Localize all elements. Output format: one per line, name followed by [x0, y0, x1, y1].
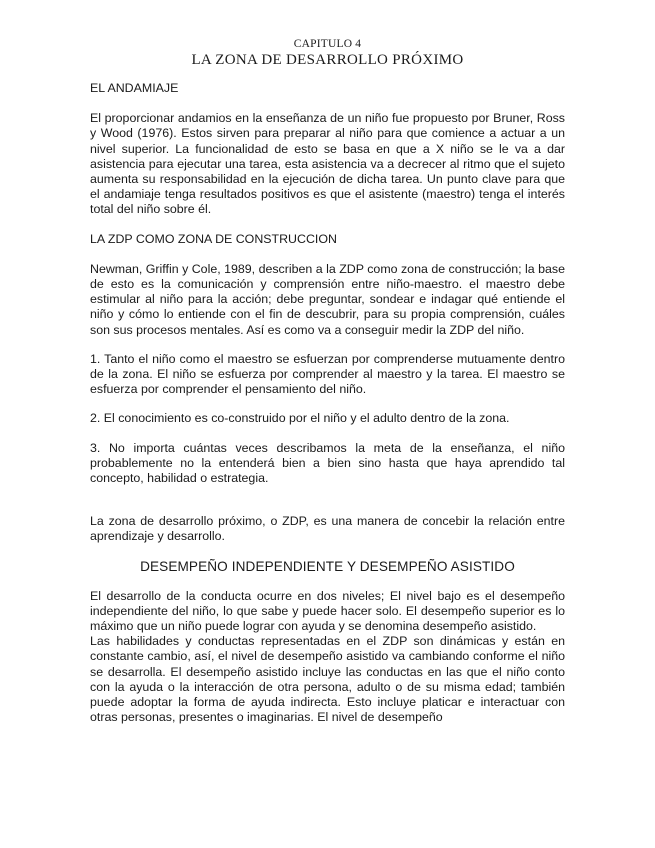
paragraph-zdp-construccion: Newman, Griffin y Cole, 1989, describen a la ZDP como zona de construcción; la base de esto es la comunicación y comprensión entre niño-maestro. el maestro debe estimular al niño para la acción; debe preguntar, sondear e indagar qué entiende el niño y cómo lo entiende con el fin de descubrir, para su propia comprensión, cuáles son sus procesos mentales. Así es como va a conseguir medir la ZDP del niño.: [90, 261, 565, 337]
chapter-label: CAPITULO 4: [293, 38, 362, 50]
point-3: 3. No importa cuántas veces describamos la meta de la enseñanza, el niño probablemente no la entenderá bien a bien sino hasta que haya aprendido tal concepto, habilidad o estrategia.: [90, 440, 565, 486]
section-heading-zdp-construccion: LA ZDP COMO ZONA DE CONSTRUCCION: [90, 231, 337, 246]
paragraph-zdp-definition: La zona de desarrollo próximo, o ZDP, es una manera de concebir la relación entre aprendizaje y desarrollo.: [90, 514, 565, 544]
section-heading-desempeno: DESEMPEÑO INDEPENDIENTE Y DESEMPEÑO ASISTIDO: [140, 558, 515, 574]
paragraph-desempeno-2: Las habilidades y conductas representadas en el ZDP son dinámicas y están en constante cambio, así, el nivel de desempeño asistido va cambiando conforme el niño se desarrolla. El desempeño asistido incluye las conductas en las que el niño conto con la ayuda o la interacción de otra persona, adulto o de su misma edad; también puede adoptar la forma de ayuda indirecta. Esto incluye platicar e interactuar con otras personas, presentes o imaginarias. El nivel de desempeño: [90, 634, 565, 725]
point-2: 2. El conocimiento es co-construido por el niño y el adulto dentro de la zona.: [90, 411, 510, 426]
paragraph-desempeno-1: El desarrollo de la conducta ocurre en dos niveles; El nivel bajo es el desempeño independiente del niño, lo que sabe y puede hacer solo. El desempeño superior es lo máximo que un niño puede lograr con ayuda y se denomina desempeño asistido.: [90, 588, 565, 634]
paragraph-andamiaje: El proporcionar andamios en la enseñanza de un niño fue propuesto por Bruner, Ross y Wood (1976). Estos sirven para preparar al niño para que comience a actuar a un nivel superior. La funcionalidad de esto se basa en que a X niño se le va a dar asistencia para ejecutar una tarea, esta asistencia va a decrecer al ritmo que el sujeto aumenta su responsabilidad en la ejecución de dicha tarea. Un punto clave para que el andamiaje tenga resultados positivos es que el asistente (maestro) tenga el interés total del niño sobre él.: [90, 111, 565, 217]
document-page: [90, 38, 565, 726]
chapter-title: LA ZONA DE DESARROLLO PRÓXIMO: [191, 52, 464, 68]
section-heading-andamiaje: EL ANDAMIAJE: [90, 81, 179, 95]
point-1: 1. Tanto el niño como el maestro se esfuerzan por comprenderse mutuamente dentro de la zona. El niño se esfuerza por comprender al maestro y la tarea. El maestro se esfuerza por comprender el pensamiento del niño.: [90, 351, 565, 397]
